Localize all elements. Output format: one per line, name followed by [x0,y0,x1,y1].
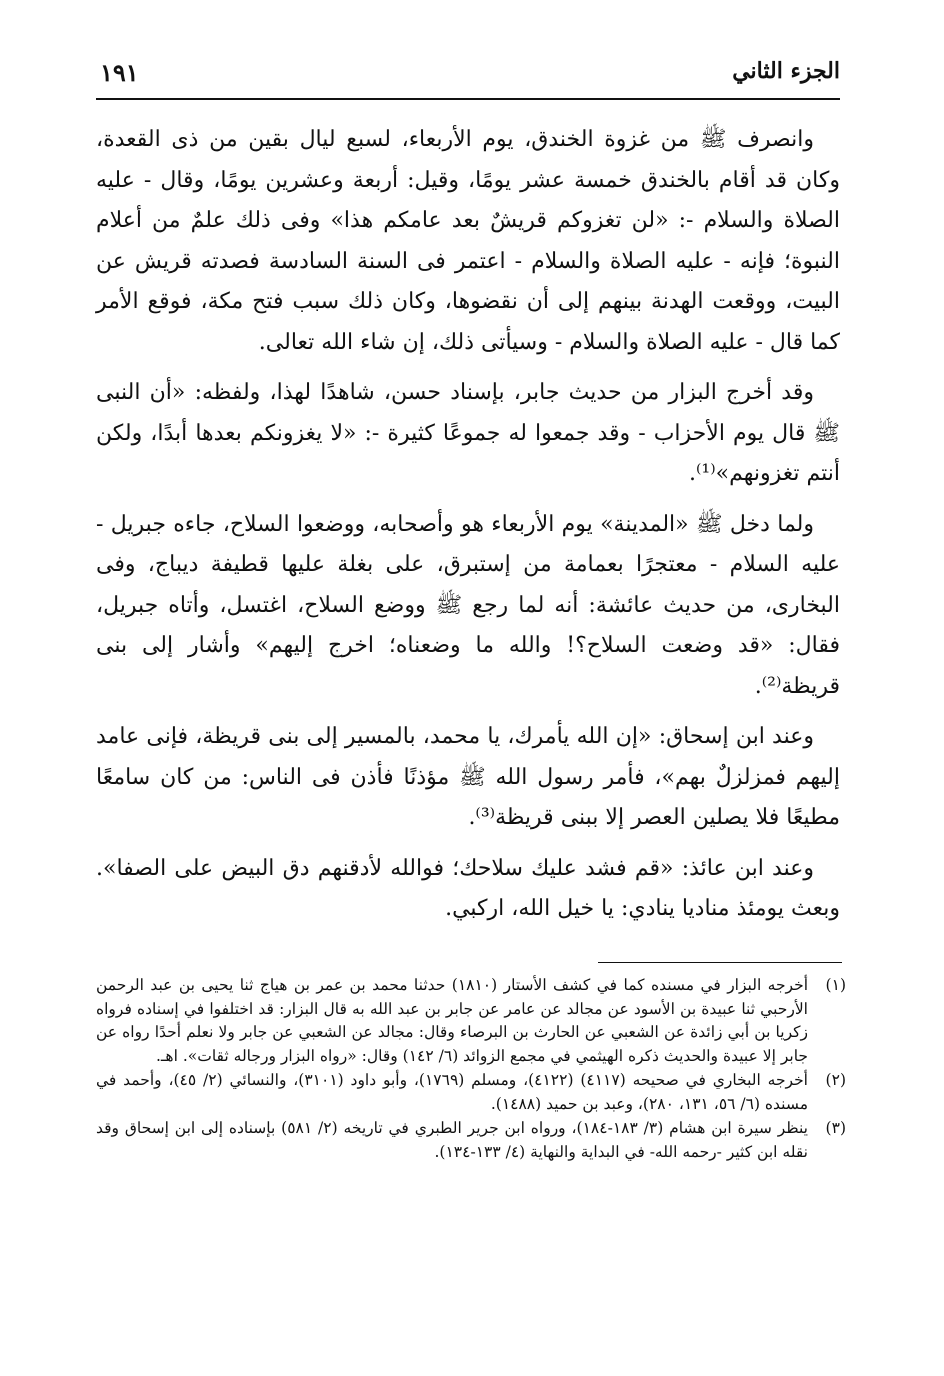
footnote-number: (١) [825,976,846,994]
footnote-text: أخرجه البزار في مسنده كما في كشف الأستار (١٨١٠) حدثنا محمد بن عمر بن هياج ثنا يحيى بن عبد الرحمن الأرحبي ثنا عبيدة بن الأسود عن مجالد عن عامر عن جابر بن عبد الله به قال البزار: قد اختلفوا في إسناده فرواه زكريا بن أبي زائدة عن الشعبي عن الحارث بن البرصاء وقال: مجالد عن الشعبي عن جابر ولا نعلم أحدًا رواه عن جابر إلا عبيدة والحديث ذكره الهيثمي في مجمع الزوائد (٦/ ١٤٢) وقال: «رواه البزار ورجاله ثقات». اهـ. [96,976,808,1065]
footnote [96,1117,846,1164]
footnote [96,1069,846,1116]
footnotes [96,974,846,1165]
main-text [96,120,840,940]
footnote-text: ينظر سيرة ابن هشام (٣/ ١٨٣-١٨٤)، ورواه ابن جرير الطبري في تاريخه (٢/ ٥٨١) بإسناده إلى ابن إسحاق وقد نقله ابن كثير -رحمه الله- في البداية والنهاية (٤/ ١٣٣-١٣٤). [96,1119,808,1161]
paragraph: وعند ابن عائذ: «قم فشد عليك سلاحك؛ فوالله لأدقنهم دق البيض على الصفا». وبعث يومئذ مناديا ينادي: يا خيل الله، اركبي. [96,855,840,921]
page-number: ١٩١ [100,58,139,87]
paragraph: ولما دخل ﷺ «المدينة» يوم الأربعاء هو وأصحابه، ووضعوا السلاح، جاءه جبريل - عليه السلام - معتجرًا بعمامة من إستبرق، على بغلة عليها قطيفة ديباج، وفى البخارى، من حديث عائشة: أنه لما رجع ﷺ ووضع السلاح، اغتسل، وأتاه جبريل، فقال: «قد وضعت السلاح؟! والله ما وضعناه؛ اخرج إليهم» وأشار إلى بنى قريظة⁽²⁾. [96,511,840,699]
footnote-text: أخرجه البخاري في صحيحه (٤١١٧) (٤١٢٢)، ومسلم (١٧٦٩)، وأبو داود (٣١٠١)، والنسائي (٢/ ٤٥)، وأحمد في مسنده (٦/ ٥٦، ١٣١، ٢٨٠)، وعبد بن حميد (١٤٨٨). [96,1071,808,1113]
chapter-title: الجزء الثاني [732,58,840,84]
paragraph: وانصرف ﷺ من غزوة الخندق، يوم الأربعاء، لسبع ليال بقين من ذى القعدة، وكان قد أقام بالخندق خمسة عشر يومًا، وقيل: أربعة وعشرين يومًا، وقال - عليه الصلاة والسلام -: «لن تغزوكم قريشٌ بعد عامكم هذا» وفى ذلك علمٌ من أعلام النبوة؛ فإنه - عليه الصلاة والسلام - اعتمر فى السنة السادسة فصدته قريش عن البيت، ووقعت الهدنة بينهم إلى أن نقضوها، وكان ذلك سبب فتح مكة، فوقع الأمر كما قال - عليه الصلاة والسلام - وسيأتى ذلك، إن شاء الله تعالى. [96,127,840,355]
paragraph: وعند ابن إسحاق: «إن الله يأمرك، يا محمد، بالمسير إلى بنى قريظة، فإنى عامد إليهم فمزلزلٌ بهم»، فأمر رسول الله ﷺ مؤذنًا فأذن فى الناس: من كان سامعًا مطيعًا فلا يصلين العصر إلا ببنى قريظة⁽³⁾. [96,724,840,830]
footnote-divider [598,962,842,963]
footnote-number: (٢) [825,1071,846,1089]
footnote-number: (٣) [825,1119,846,1137]
running-header [96,58,840,100]
paragraph: وقد أخرج البزار من حديث جابر، بإسناد حسن، شاهدًا لهذا، ولفظه: «أن النبى ﷺ قال يوم الأحزاب - وقد جمعوا له جموعًا كثيرة -: «لا يغزونكم بعدها أبدًا، ولكن أنتم تغزونهم»⁽¹⁾. [96,380,840,486]
footnote [96,974,846,1068]
